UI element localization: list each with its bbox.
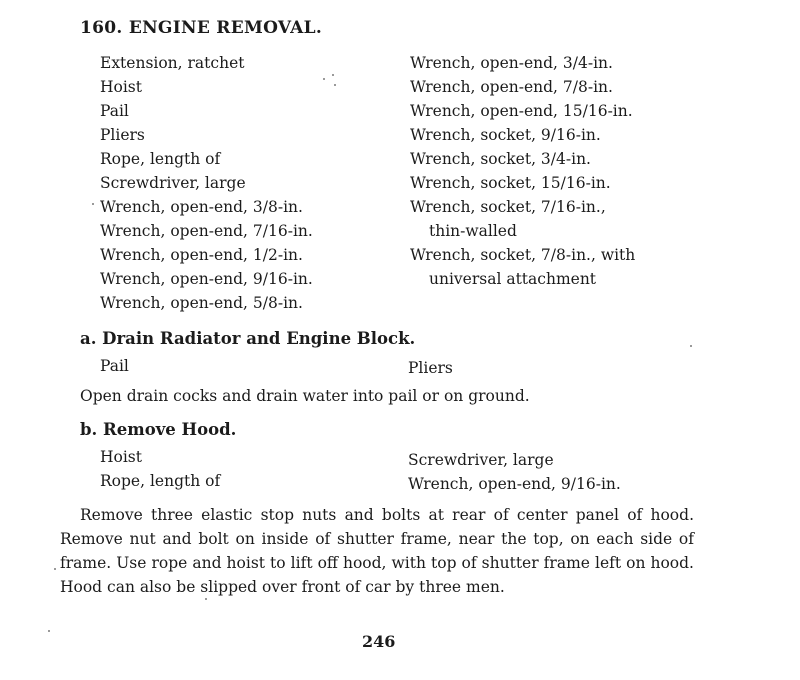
tool-item: Wrench, socket, 9/16-in. [410,126,601,144]
step-b-heading: b. Remove Hood. [80,420,237,439]
tool-item: Wrench, open-end, 9/16-in. [100,270,313,288]
tool-item: Wrench, open-end, 3/4-in. [410,54,613,72]
print-speck [690,345,692,347]
print-speck [54,568,56,570]
print-speck [323,78,325,80]
step-b-tool: Rope, length of [100,472,221,490]
tool-item: Wrench, open-end, 1/2-in. [100,246,303,264]
step-b-tool: Hoist [100,448,142,466]
page-number: 246 [362,632,396,651]
step-a-paragraph: Open drain cocks and drain water into pail or on ground. [80,387,530,405]
tool-item: Wrench, socket, 7/16-in., [410,198,606,216]
tool-item: Pail [100,102,129,120]
tool-list-right [410,51,635,291]
step-a-tool: Pliers [408,359,453,377]
tool-item-continuation: thin-walled [429,222,517,240]
tool-item: Wrench, socket, 7/8-in., with [410,246,636,264]
tool-item: Hoist [100,78,142,96]
tool-item: Wrench, open-end, 7/16-in. [100,222,313,240]
tool-item: Screwdriver, large [100,174,246,192]
tool-item: Wrench, open-end, 7/8-in. [410,78,613,96]
print-speck [332,74,334,76]
tool-item: Wrench, open-end, 5/8-in. [100,294,303,312]
section-title: 160. ENGINE REMOVAL. [80,18,323,38]
tool-item: Wrench, open-end, 3/8-in. [100,198,303,216]
print-speck [205,598,207,600]
tool-item: Extension, ratchet [100,54,245,72]
step-b-tool: Wrench, open-end, 9/16-in. [408,475,621,493]
tool-list-left [100,51,313,315]
step-a-tool: Pail [100,357,129,375]
tool-item: Wrench, socket, 3/4-in. [410,150,591,168]
print-speck [92,203,94,205]
tool-item: Rope, length of [100,150,221,168]
tool-item-continuation: universal attachment [429,270,597,288]
print-speck [334,84,336,86]
step-b-tool: Screwdriver, large [408,451,554,469]
tool-item: Wrench, socket, 15/16-in. [410,174,611,192]
step-b-paragraph: Remove three elastic stop nuts and bolts at rear of center panel of hood. Remove nut and bolt on inside of shutter frame, near the top, on each side of frame. Use rope and hoist to lift off hood, with top of shutter frame left on hood. Hood can also be slipped over front of car by three men. [60,506,694,596]
tool-item: Wrench, open-end, 15/16-in. [410,102,633,120]
step-a-heading: a. Drain Radiator and Engine Block. [80,329,416,348]
print-speck [48,630,50,632]
tool-item: Pliers [100,126,145,144]
